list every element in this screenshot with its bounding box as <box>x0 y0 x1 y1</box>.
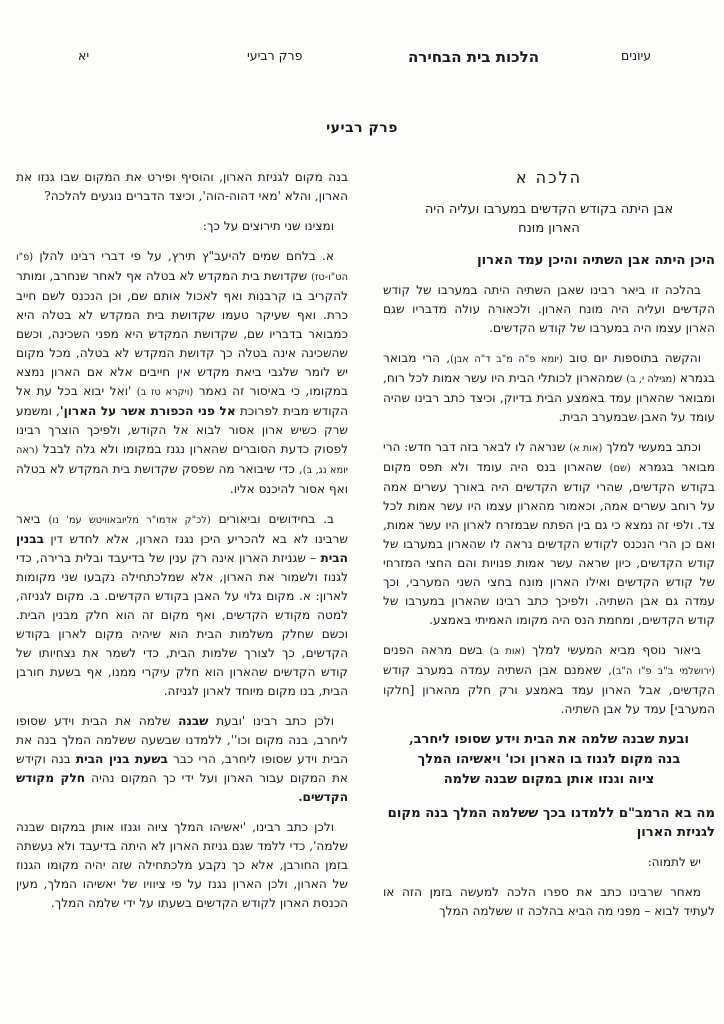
wonder-line: יש לתמוה: <box>647 855 701 869</box>
header-section-label: עיונים <box>621 48 652 63</box>
section-heading-where: היכן היתה אבן השתיה והיכן עמד הארון <box>477 253 715 268</box>
paragraph: והקשה בתוספות יום טוב (יומא פ"ה מ"ב ד"ה אבן), הרי מבואר בגמרא (מגילה י, ב) שמהארון לכותלי הבית היו עשר אמות לכל רוח, ומבואר שהארון עמד באמצע הבית בדיוק, וכיצד כתב רבינו שהיה עומד על האבן שבמערב הבית. <box>383 351 715 424</box>
paragraph: ביאור נוסף מביא המעשי למלך (אות ב) בשם מראה הפנים (ירושלמי ב"ב פ"ו ה"ב), שאמנם אבן השתיה עמדה במערב קודש הקדשים, אבל הארון עמד באמצע ורק חלק מהארון [חלקו המערבי] עמד על אבן השתיה. <box>383 643 715 716</box>
paragraph: ולכן כתב רבינו 'ובעת שבנה שלמה את הבית וידע שסופו ליחרב, בנה מקום וכו'', ללמדנו שבשעה ששלמה המלך בנה את הבית וידע שסופו ליחרב, הרי כבר בשעת בנין הבית בנה וקידש את המקום עבור הארון ועל ידי כך המקום נהיה חלק מקודש הקדשים. <box>16 714 348 804</box>
header-page-number: יא <box>78 48 90 63</box>
running-header <box>0 48 724 72</box>
paragraph: בהלכה זו ביאר רבינו שאבן השתיה היתה במערבו של קודש הקדשים ועליה היה מונח הארון. ולכאורה עולה מדבריו שגם הארון עצמו היה במערבו של קודש הקדשים. <box>383 283 715 335</box>
header-chapter-label: פרק רביעי <box>247 48 303 63</box>
right-column <box>383 168 715 932</box>
paragraph: וכתב במעשי למלך (אות א) שנראה לו לבאר בזה דבר חדש: הרי מבואר בגמרא (שם) שהארון בנס היה עומד ולא תפס מקום בקודש הקדשים, שהרי קודש הקדשים היה באורך עשרים אמה על רוחב עשרים אמה, וכאמור מהארון עצמו היו עשר אמות לכל צד. ולפי זה נמצא כי גם בין הפתח שבמזרח לארון היו עשר אמות, ואם כן הרי הנכנס לקודש הקדשים נראה לו שהארון במערבו של קודש הקדשים, כיון שראה עשר אמות פנויות והם החצי המזרחי של קודש הקדשים ואילו הארון מונח בחצי השני המערבי, וכך עמדה גם אבן השתיה. ולפיכך כתב רבינו שהארון במערבו של קודש הקדשים, ומחמת הנס היה מקומו האמיתי באמצע. <box>383 440 716 627</box>
header-book-title: הלכות בית הבחירה <box>408 48 540 66</box>
halacha-quote: אבן היתה בקודש הקדשים במערבו ועליה היה הארון מונח <box>424 202 674 236</box>
paragraph: ב. בחידושים וביאורים (לכ"ק אדמו"ר מליובאוויטש עמ' נו) ביאר שרבינו לא בא להכריע היכן נגנז הארון, אלא לחדש דין בבנין הבית – שגניזת הארון אינה רק ענין של בדיעבד ובלית ברירה, כדי לגנוז ולשמור את הארון, אלא שמלכתחילה נקבעו שני מקומות לארון: א. מקום גלוי על האבן בקודש הקדשים. ב. מקום לגניזה, למטה מקודש הקדשים, ואף מקום זה הוא חלק מבנין הבית. וכשם שחלק משלמות הבית הוא שיהיה מקום לארון בקודש הקדשים, כך לצורך שלמות הבית, כדי לשמר את נצחיותו של קודש הקדשים שהארון הוא חלק עיקרי ממנו, אף בשעת חורבן הבית, בנו מקום מיוחד לארון לגניזה. <box>16 512 348 698</box>
paragraph: א. בלחם שמים להיעב"ץ תירץ, על פי דברי רבינו להלן (פ"ו הט"ו-טז) שקדושת בית המקדש לא בטלה אף לאחר שנחרב, ומותר להקריב בו קרבנות ואף לאכול אותם שם, וכן הנכנס לשם חייב כרת. ואף שעיקר טעמו שקדושת בית המקדש לא בטלה היא כמבואר בדבריו שם, שקדושת המקדש היא מפני השכינה, וכשם שהשכינה אינה בטלה כך קדושת המקדש לא בטלה, מכל מקום יש לומר שלגבי ביאת מקדש אין חייבים אלא אם הארון נמצא במקומו, כי באיסור זה נאמר (ויקרא טז ב) 'ואל יבוא בכל עת אל הקודש מבית לפרוכת אל פני הכפורת אשר על הארון', ומשמע שרק כשיש ארון אסור לבוא אל הקודש, ולפיכך הוצרך רבינו לפסוק כדעת הסוברים שהארון נגנז במקומו ולא גלה לבבל (ראה יומא נג, ב), כדי שיבואר מה שפסק שקדושת בית המקדש לא בטלה ואף אסור להיכנס אליו. <box>16 249 348 496</box>
section-heading-what: מה בא הרמב"ם ללמדנו בכך ששלמה המלך בנה מקום לגניזת הארון <box>387 806 715 840</box>
paragraph: מאחר שרבינו כתב את ספרו הלכה למעשה בזמן הזה או לעתיד לבוא – מפני מה הביא בהלכה זו ששלמה המלך <box>383 885 715 918</box>
rambam-quote: ובעת שבנה שלמה את הבית וידע שסופו ליחרב, בנה מקום לגנוז בו הארון וכו' ויאשיהו המלך ציוה וגנזו אותן במקום שבנה שלמה <box>409 732 689 787</box>
paragraph: ולכן כתב רבינו, 'יאשיהו המלך ציוה וגנזו אותן במקום שבנה שלמה', כדי ללמד שגם גניזת הארון לא היתה בדיעבד ולא נעשתה בזמן החורבן, אלא כך נקבע מלכתחילה שזה יהיה מקומו הגנוז של הארון, ולכן הארון נגנז על פי ציוויו של יאשיהו המלך, מעין הכנסת הארון לקודש הקדשים בשעתו על ידי שלמה המלך. <box>16 820 348 910</box>
left-column <box>16 168 348 924</box>
paragraph: ומצינו שני תירוצים על כך: <box>202 219 334 233</box>
paragraph: בנה מקום לגניזת הארון, והוסיף ופירט את המקום שבו גנזו את הארון, והלא 'מאי דהוה-הוה', וכיצד הדברים נוגעים להלכה? <box>16 170 348 203</box>
chapter-heading: פרק רביעי <box>326 120 398 136</box>
halacha-label: הלכה א <box>515 168 583 187</box>
